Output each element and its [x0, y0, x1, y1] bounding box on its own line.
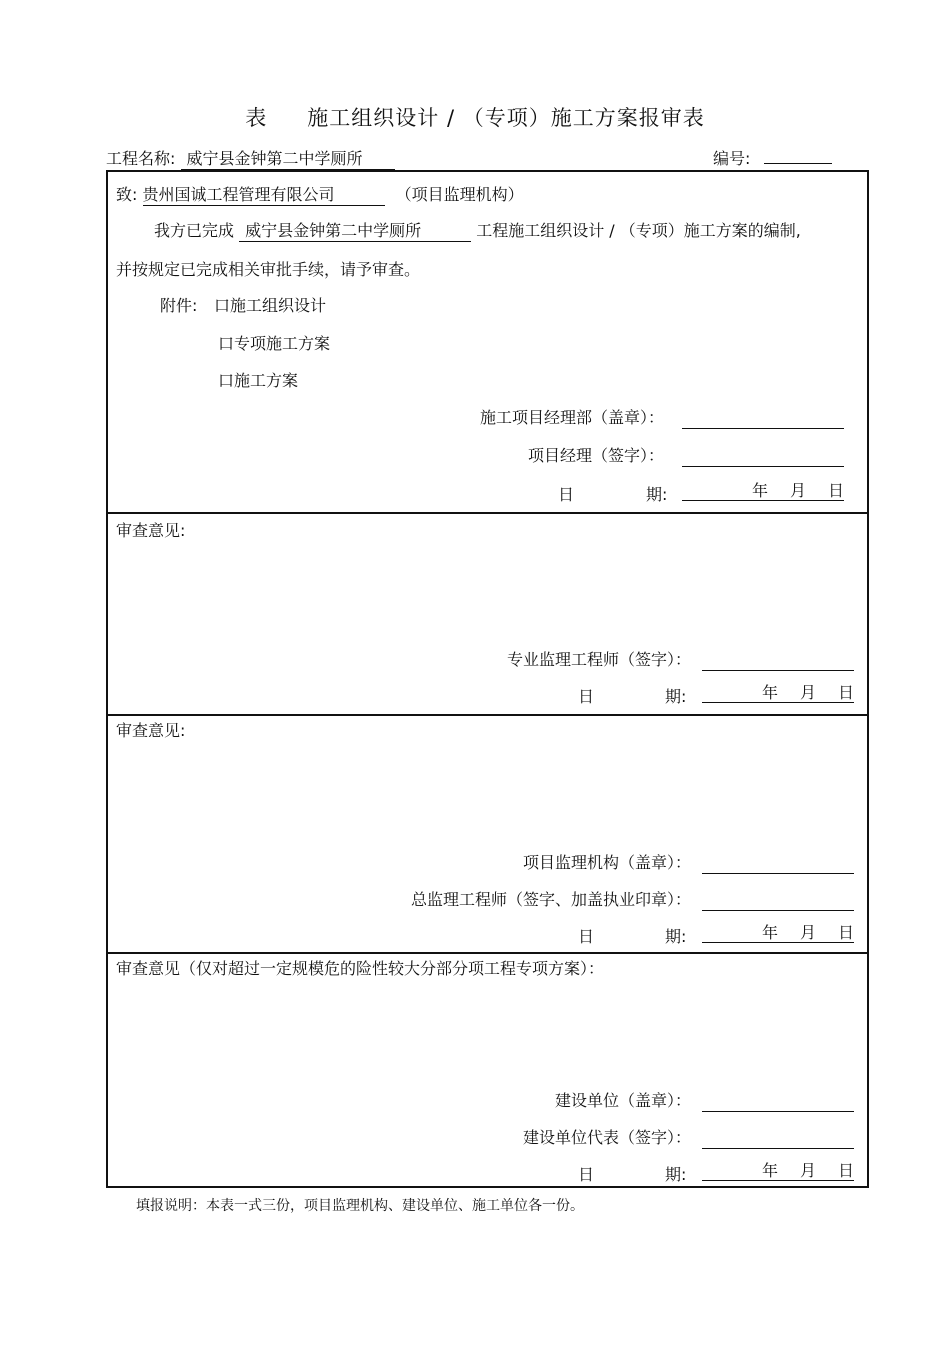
chief-engineer-signature-label: 总监理工程师（签字、加盖执业印章）：	[410, 890, 691, 909]
review-heading: 审查意见:	[116, 721, 186, 740]
contractor-stamp-field[interactable]	[682, 410, 844, 429]
month-label: 月	[799, 683, 816, 702]
title-prefix: 表	[245, 106, 268, 130]
section-specialist-review	[108, 512, 867, 714]
chief-engineer-signature-field[interactable]	[702, 892, 854, 911]
body-prefix: 我方已完成	[154, 221, 235, 240]
contractor-stamp-slot	[682, 410, 844, 429]
attachment-special-plan[interactable]: 口专项施工方案	[218, 334, 331, 353]
specialist-signature-label: 专业监理工程师（签字）：	[506, 650, 691, 669]
supervision-stamp-field[interactable]	[702, 855, 854, 874]
number-field[interactable]	[764, 163, 832, 164]
pm-signature-field[interactable]	[682, 448, 844, 467]
addressee-field[interactable]: 贵州国诚工程管理有限公司	[143, 185, 385, 206]
year-label: 年	[761, 1161, 778, 1180]
number-row	[713, 146, 832, 169]
date-label-char2: 期:	[665, 687, 687, 706]
filling-instructions: 填报说明：本表一式三份，项目监理机构、建设单位、施工单位各一份。	[136, 1198, 584, 1214]
section-chief-supervisor-review	[108, 714, 867, 952]
attachment-org-design[interactable]: 口施工组织设计	[214, 296, 327, 315]
body-suffix: 工程施工组织设计 / （专项）施工方案的编制,	[476, 221, 801, 240]
project-name-row	[106, 146, 395, 170]
date-label-char2: 期:	[665, 927, 687, 946]
date-field[interactable]	[702, 1162, 854, 1181]
specialist-signature-field[interactable]	[702, 652, 854, 671]
date-label-char2: 期:	[665, 1165, 687, 1184]
owner-stamp-label: 建设单位（盖章）：	[554, 1091, 691, 1110]
number-label: 编号:	[713, 149, 751, 168]
review-form-box	[106, 170, 869, 1188]
date-label-char1: 日	[578, 687, 595, 706]
date-label-char1: 日	[558, 485, 575, 504]
owner-stamp-slot	[702, 1093, 854, 1112]
pm-signature-slot	[682, 448, 844, 467]
month-label: 月	[789, 481, 806, 500]
project-label: 工程名称:	[106, 149, 176, 168]
addressee-suffix: （项目监理机构）	[395, 185, 524, 204]
day-label: 日	[837, 1161, 854, 1180]
date-field[interactable]	[702, 924, 854, 943]
date-label-char2: 期:	[646, 485, 668, 504]
section-owner-review	[108, 952, 867, 1186]
date-field[interactable]	[702, 684, 854, 703]
project-name-field[interactable]: 威宁县金钟第二中学厕所	[181, 149, 395, 170]
owner-stamp-field[interactable]	[702, 1093, 854, 1112]
addressee-row	[116, 182, 524, 206]
body-line-1	[154, 218, 801, 242]
chief-engineer-signature-slot	[702, 892, 854, 911]
review-heading-special: 审查意见（仅对超过一定规模危的险性较大分部分项工程专项方案）：	[116, 959, 605, 978]
owner-rep-signature-slot	[702, 1130, 854, 1149]
owner-rep-signature-field[interactable]	[702, 1130, 854, 1149]
date-label-char1: 日	[578, 1165, 595, 1184]
body-line-2: 并按规定已完成相关审批手续，请予审查。	[116, 260, 421, 279]
owner-rep-signature-label: 建设单位代表（签字）：	[522, 1128, 691, 1147]
month-label: 月	[799, 923, 816, 942]
attachment-construction-plan[interactable]: 口施工方案	[218, 371, 299, 390]
specialist-signature-slot	[702, 652, 854, 671]
page-title	[0, 102, 950, 132]
year-label: 年	[761, 923, 778, 942]
date-label-char1: 日	[578, 927, 595, 946]
supervision-stamp-label: 项目监理机构（盖章）：	[522, 853, 691, 872]
contractor-stamp-label: 施工项目经理部（盖章）：	[479, 408, 664, 427]
review-heading: 审查意见:	[116, 521, 186, 540]
section-contractor	[108, 172, 867, 512]
day-label: 日	[837, 923, 854, 942]
year-label: 年	[751, 481, 768, 500]
date-field[interactable]	[682, 482, 844, 501]
to-label: 致:	[116, 185, 138, 204]
body-project-field[interactable]: 威宁县金钟第二中学厕所	[239, 221, 471, 242]
month-label: 月	[799, 1161, 816, 1180]
year-label: 年	[761, 683, 778, 702]
day-label: 日	[837, 683, 854, 702]
supervision-stamp-slot	[702, 855, 854, 874]
title-main: 施工组织设计 / （专项）施工方案报审表	[307, 106, 705, 130]
day-label: 日	[827, 481, 844, 500]
attachment-label: 附件:	[160, 296, 198, 315]
pm-signature-label: 项目经理（签字）：	[527, 446, 664, 465]
